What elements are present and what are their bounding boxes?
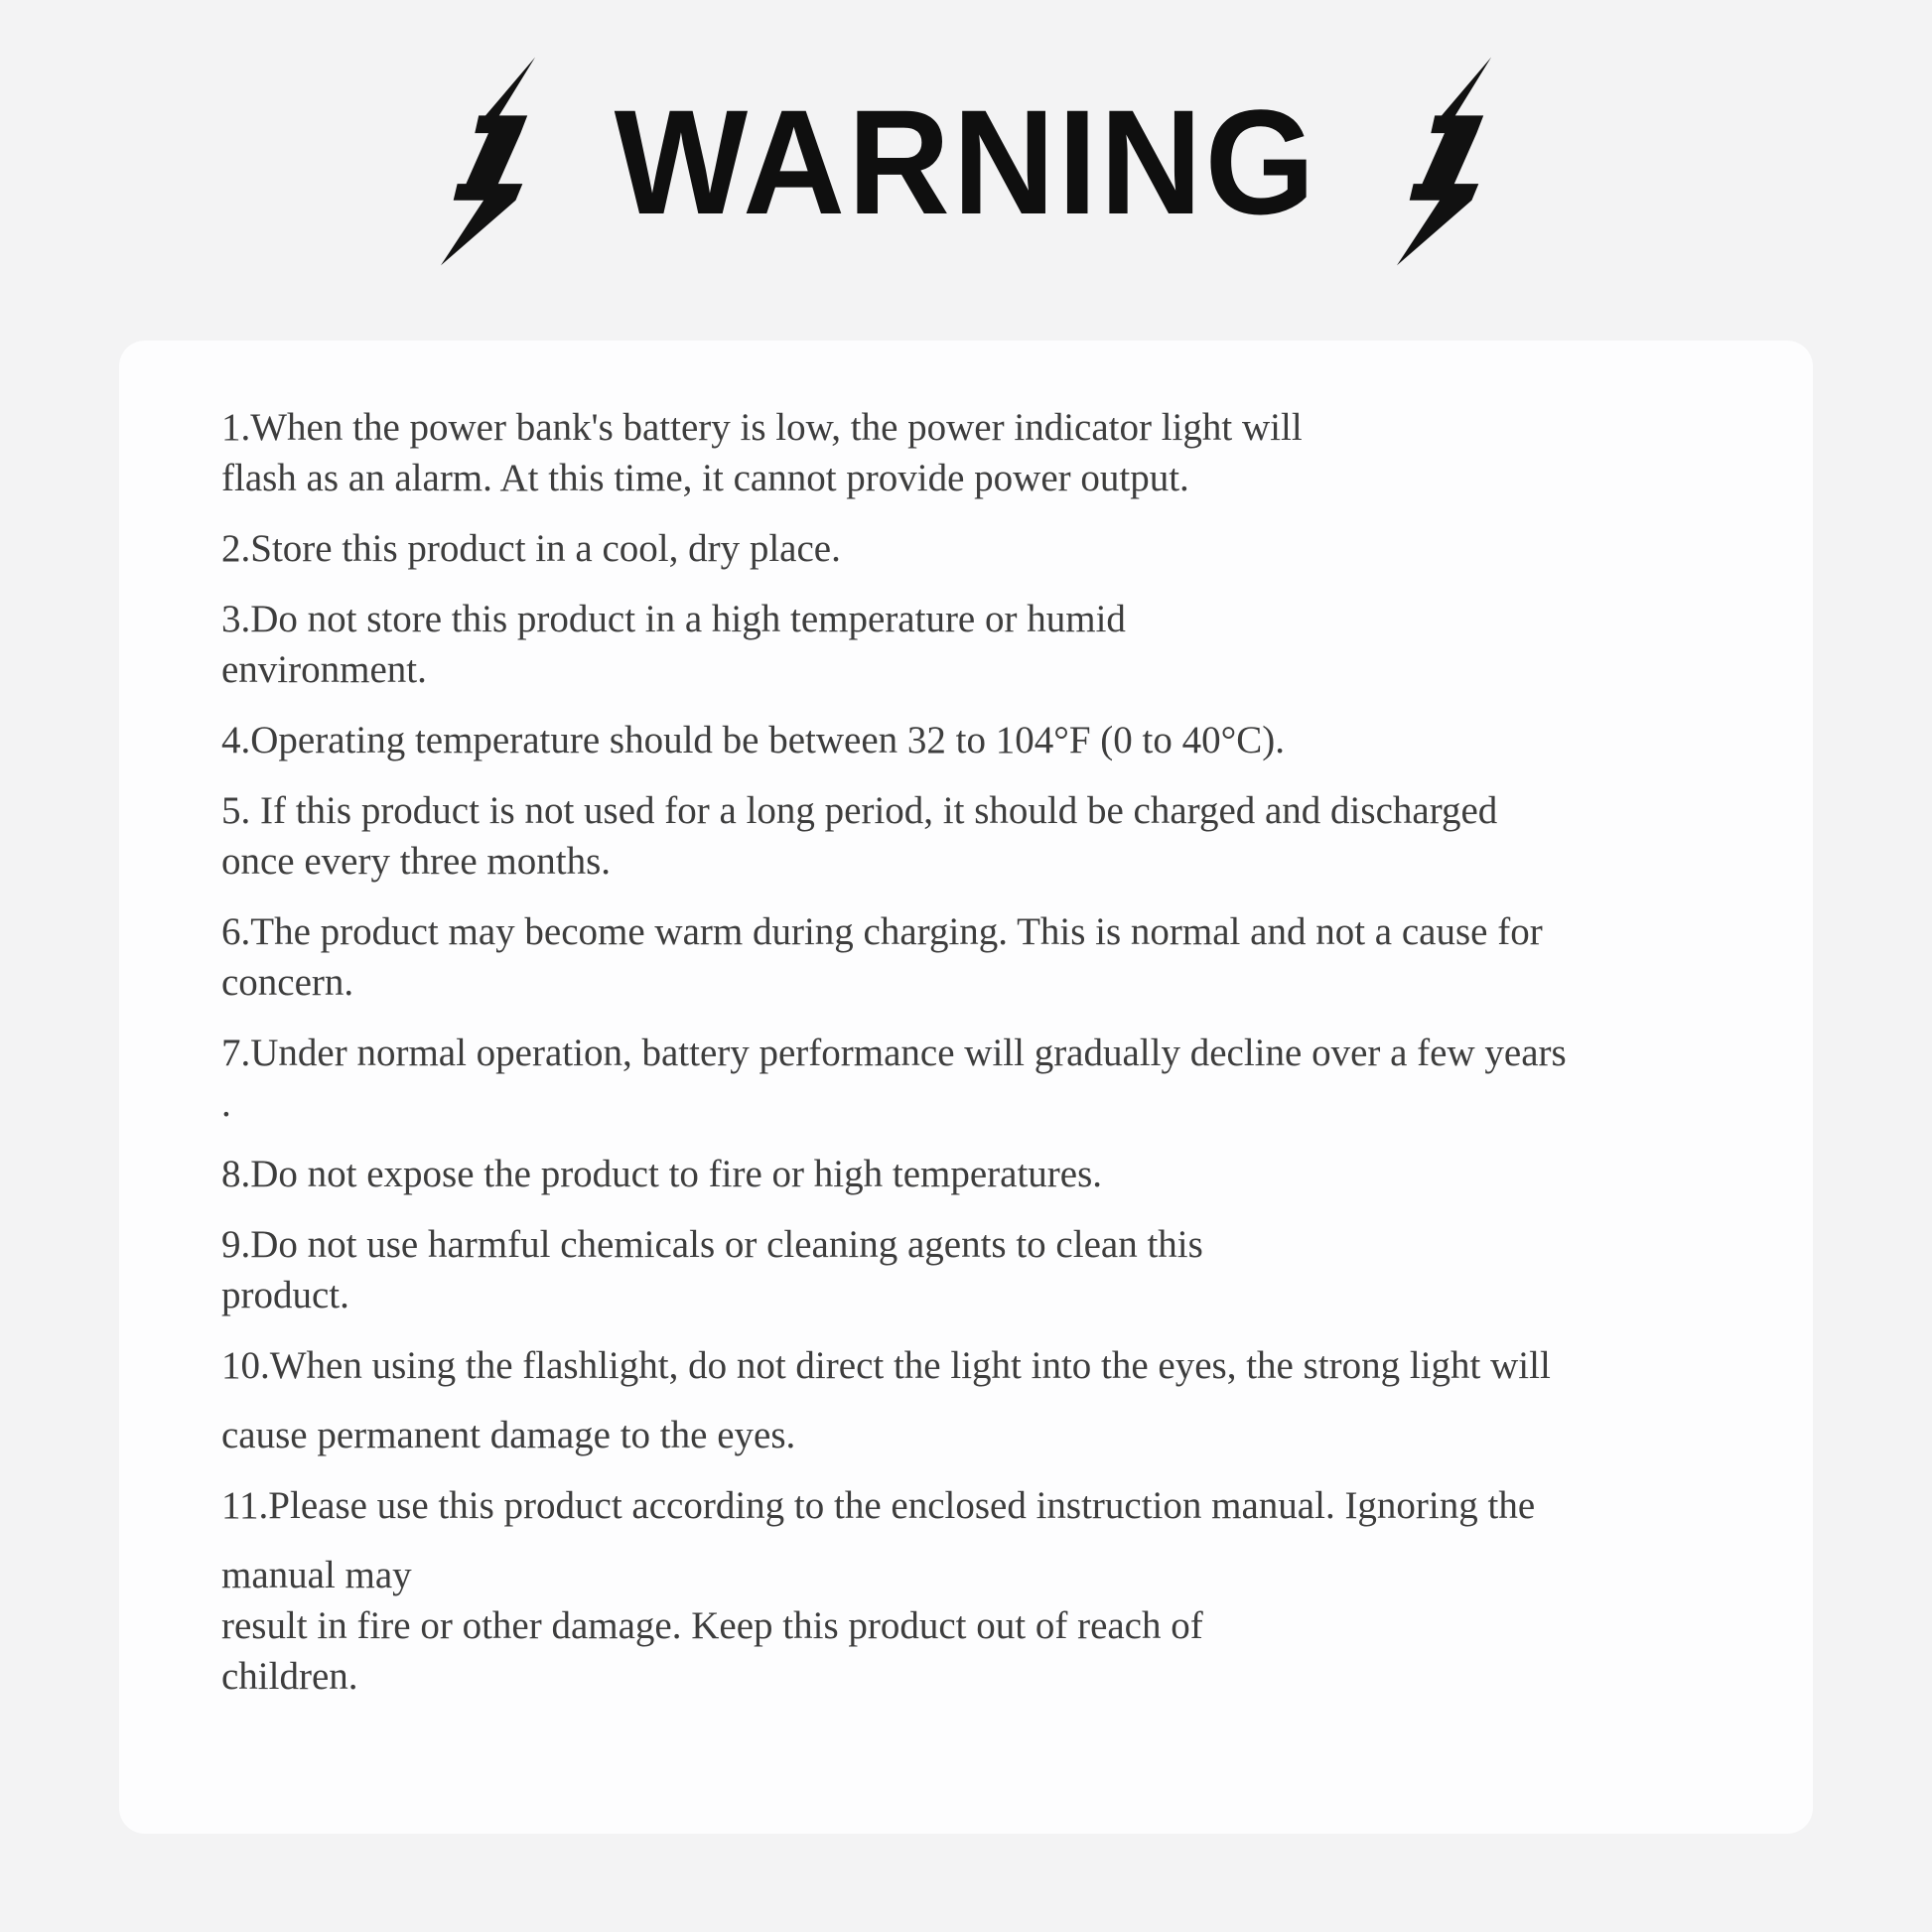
lightning-bolt-icon [438,55,538,269]
warning-item [221,402,1753,503]
warning-line: 5. If this product is not used for a long period, it should be charged and discharged [221,789,1498,832]
warning-line: 10.When using the flashlight, do not direct the light into the eyes, the strong light will [221,1344,1551,1387]
warning-line: manual may [221,1554,412,1596]
warning-line: result in fire or other damage. Keep this product out of reach of [221,1604,1203,1647]
warning-line: 9.Do not use harmful chemicals or cleaning agents to clean this [221,1223,1203,1266]
warning-item [221,1219,1753,1320]
warning-line: 1.When the power bank's battery is low, the power indicator light will [221,406,1303,449]
warnings-card [119,341,1813,1834]
warning-line: . [221,1082,231,1125]
warning-line: once every three months. [221,840,612,883]
warning-line: 7.Under normal operation, battery performance will gradually decline over a few years [221,1032,1567,1074]
warning-line: 11.Please use this product according to the enclosed instruction manual. Ignoring the [221,1484,1536,1527]
warning-item [221,1480,1753,1702]
page-title: WARNING [614,78,1318,245]
lightning-bolt-icon [1394,55,1494,269]
warning-line: 8.Do not expose the product to fire or high temperatures. [221,1153,1103,1195]
warning-line: 4.Operating temperature should be between 32 to 104°F (0 to 40°C). [221,719,1285,761]
warning-line: cause permanent damage to the eyes. [221,1414,796,1456]
warning-item [221,1028,1753,1129]
warning-line: concern. [221,961,354,1004]
warning-item [221,1149,1753,1199]
warning-header [0,0,1932,270]
warning-line: environment. [221,648,427,691]
warning-line: 6.The product may become warm during charging. This is normal and not a cause for [221,910,1543,953]
warning-line: 3.Do not store this product in a high temperature or humid [221,598,1126,640]
warning-list [221,402,1753,1702]
warning-line: children. [221,1655,358,1698]
warning-item [221,785,1753,887]
warning-item [221,906,1753,1008]
warning-item [221,1340,1753,1460]
warning-line: flash as an alarm. At this time, it cannot provide power output. [221,457,1189,499]
warning-line: 2.Store this product in a cool, dry place. [221,527,841,570]
warning-item [221,523,1753,574]
warning-item [221,715,1753,765]
warning-line: product. [221,1274,349,1316]
warning-item [221,594,1753,695]
